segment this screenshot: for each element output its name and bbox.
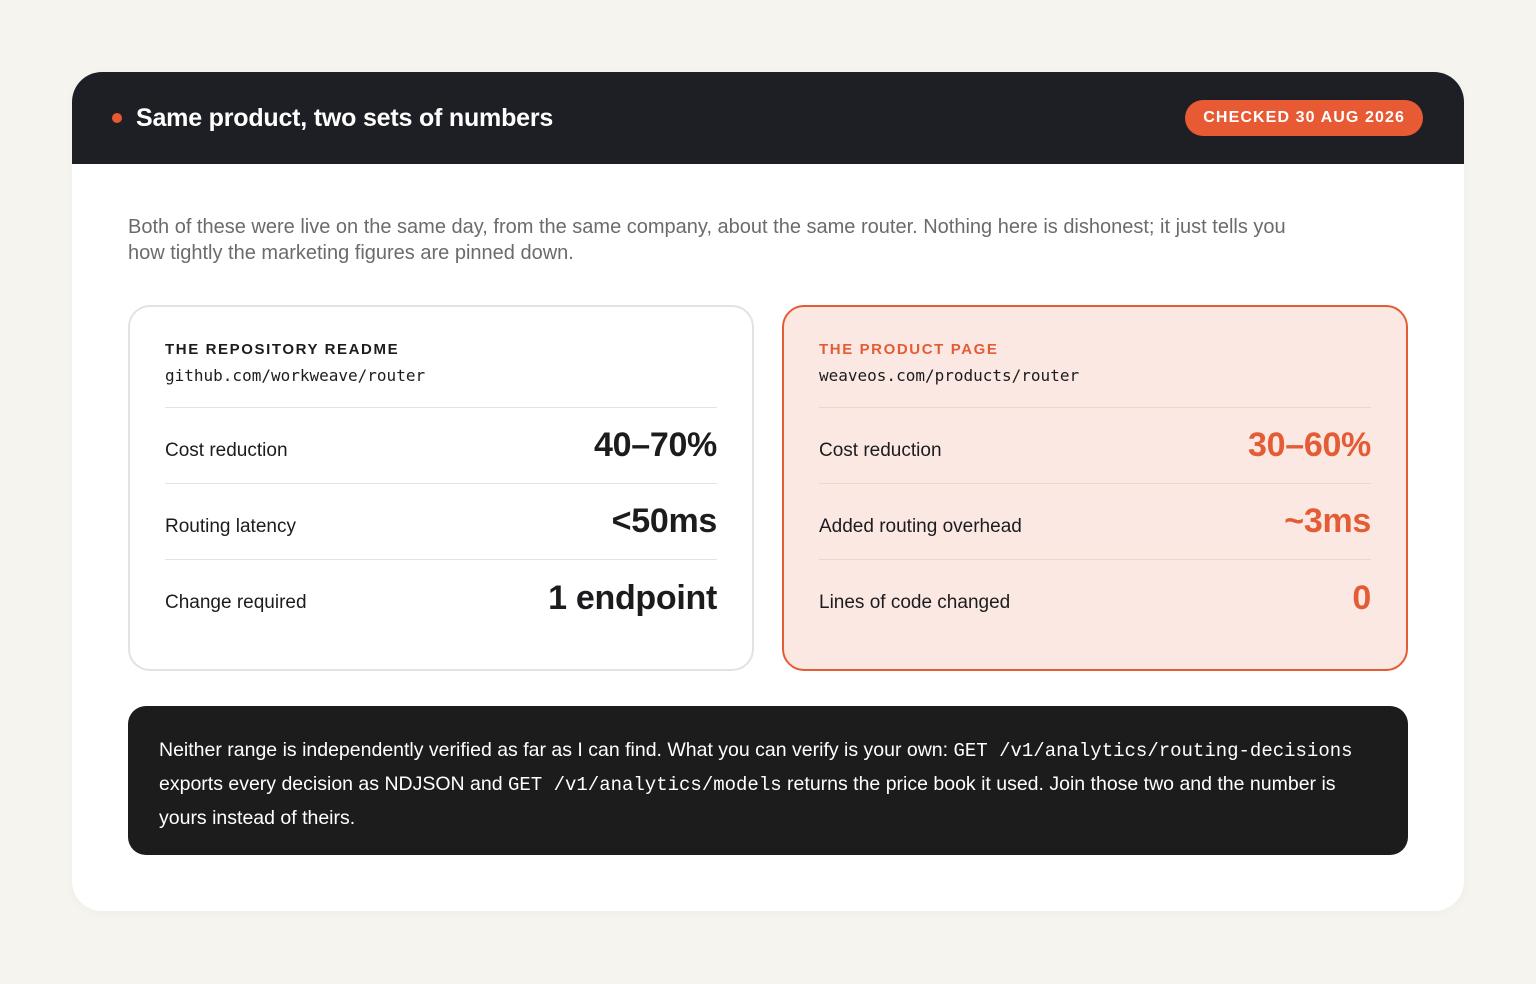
- readme-panel: [128, 305, 754, 671]
- readme-row-cost-reduction: [165, 408, 717, 484]
- card-title: Same product, two sets of numbers: [136, 103, 554, 132]
- readme-panel-label: THE REPOSITORY README: [165, 341, 400, 358]
- note-text: exports every decision as NDJSON and: [159, 773, 508, 795]
- product-row-routing-overhead: [819, 484, 1371, 560]
- metric-label: Cost reduction: [165, 439, 288, 461]
- comparison-card: [72, 72, 1464, 911]
- verification-note: [128, 706, 1408, 855]
- readme-metrics: [165, 407, 717, 636]
- readme-url: github.com/workweave/router: [165, 366, 426, 385]
- readme-row-change-required: [165, 560, 717, 636]
- metric-value: 0: [1352, 578, 1371, 617]
- note-text: returns the price book it used. Join those two and the number is yours instead of theirs.: [159, 773, 1336, 829]
- metric-value: 1 endpoint: [548, 578, 717, 617]
- metric-value: 30–60%: [1248, 426, 1371, 464]
- intro-text: Both of these were live on the same day, from the same company, about the same router. Nothing here is dishonest; it just tells you how tightly the marketing figures are pinned down.: [128, 216, 1286, 264]
- checked-date-badge: CHECKED 30 AUG 2026: [1185, 100, 1423, 136]
- readme-row-routing-latency: [165, 484, 717, 560]
- product-metrics: [819, 407, 1371, 636]
- metric-value: 40–70%: [594, 426, 717, 464]
- metric-label: Routing latency: [165, 515, 296, 537]
- accent-dot-icon: [112, 113, 122, 123]
- routing-decisions-endpoint: GET /v1/analytics/routing-decisions: [953, 740, 1353, 762]
- card-header: [72, 72, 1464, 164]
- metric-label: Change required: [165, 592, 307, 613]
- product-url: weaveos.com/products/router: [819, 366, 1080, 385]
- metric-value: ~3ms: [1284, 502, 1371, 540]
- metric-label: Lines of code changed: [819, 592, 1011, 613]
- models-endpoint: GET /v1/analytics/models: [507, 774, 782, 796]
- metric-value: <50ms: [611, 502, 717, 540]
- product-row-lines-changed: [819, 560, 1371, 636]
- metric-label: Added routing overhead: [819, 515, 1022, 537]
- note-text: Neither range is independently verified as far as I can find. What you can verify is your own:: [159, 739, 954, 761]
- product-panel-label: THE PRODUCT PAGE: [819, 341, 999, 358]
- product-page-panel: [782, 305, 1408, 671]
- product-row-cost-reduction: [819, 408, 1371, 484]
- metric-label: Cost reduction: [819, 439, 942, 461]
